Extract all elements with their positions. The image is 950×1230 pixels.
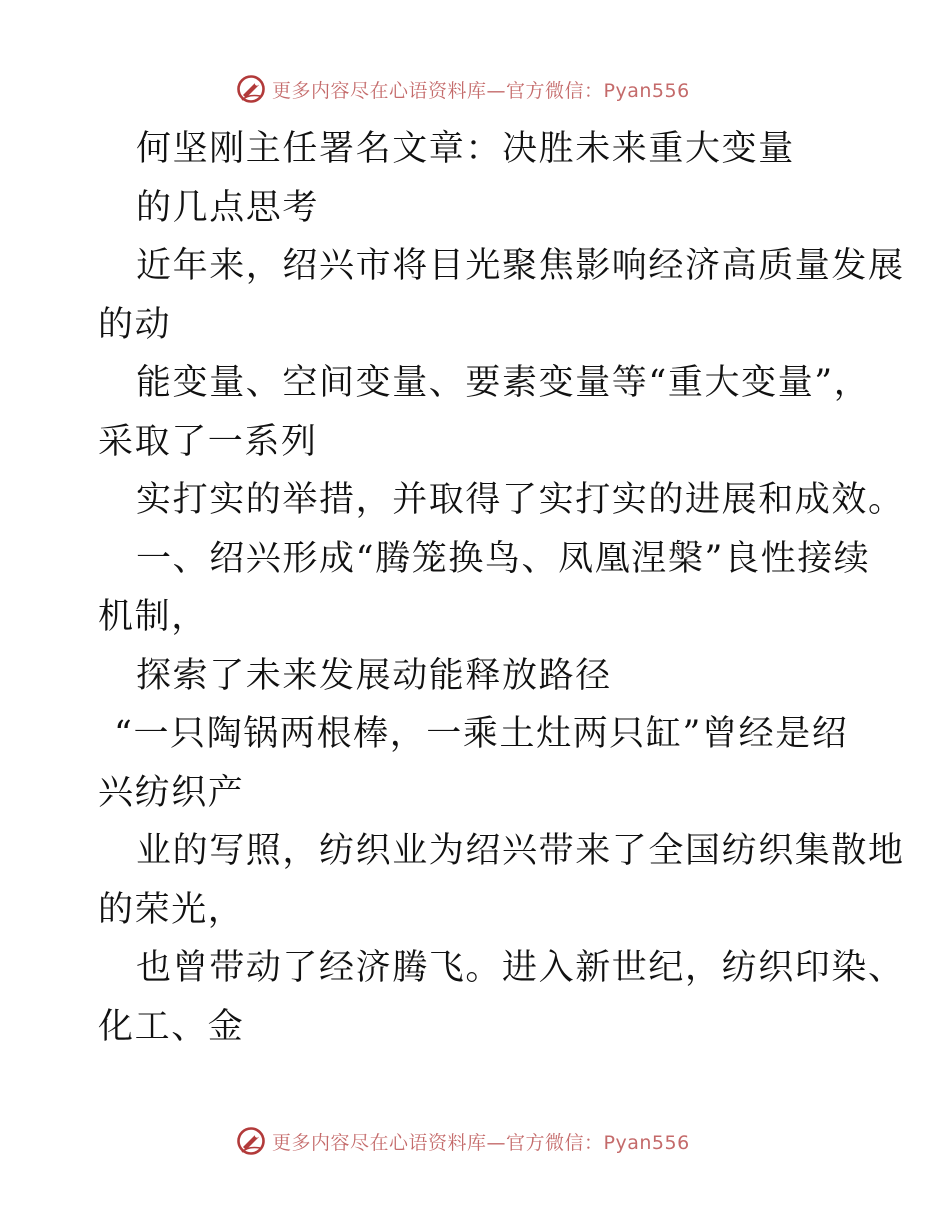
- watermark-text: 更多内容尽在心语资料库—官方微信：Pyan556: [272, 1131, 690, 1154]
- paragraph-line: 采取了一系列: [98, 421, 318, 462]
- paragraph-line: 兴纺织产: [98, 772, 245, 813]
- paragraph-line: 近年来，绍兴市将目光聚焦影响经济高质量发展: [136, 246, 905, 286]
- paragraph-line: 能变量、空间变量、要素变量等“重大变量”，: [136, 363, 871, 403]
- header-watermark: [236, 72, 690, 106]
- paragraph-line: 也曾带动了经济腾飞。进入新世纪，纺织印染、: [136, 948, 905, 988]
- pen-circle-logo-icon: [236, 1126, 266, 1156]
- paragraph-line: 化工、金: [98, 1006, 245, 1047]
- paragraph-line: 实打实的举措，并取得了实打实的进展和成效。: [136, 480, 905, 520]
- pen-circle-logo-icon: [236, 74, 266, 104]
- paragraph-line: 的动: [98, 304, 172, 345]
- paragraph-line: 的荣光，: [98, 889, 245, 930]
- section-heading-line: 机制，: [98, 597, 208, 637]
- watermark-text: 更多内容尽在心语资料库—官方微信：Pyan556: [272, 79, 690, 102]
- footer-watermark: [236, 1124, 690, 1158]
- title-line-2: 的几点思考: [136, 187, 320, 228]
- paragraph-line: 业的写照，纺织业为绍兴带来了全国纺织集散地: [136, 831, 905, 871]
- title-line-1: 何坚刚主任署名文章：决胜未来重大变量: [136, 129, 795, 169]
- section-heading-line: 一、绍兴形成“腾笼换鸟、凤凰涅槃”良性接续: [136, 538, 871, 579]
- paragraph-line: “一只陶锅两根棒，一乘土灶两只缸”曾经是绍: [114, 714, 849, 754]
- document-body: [98, 120, 905, 1056]
- section-heading-line: 探索了未来发展动能释放路径: [136, 655, 612, 696]
